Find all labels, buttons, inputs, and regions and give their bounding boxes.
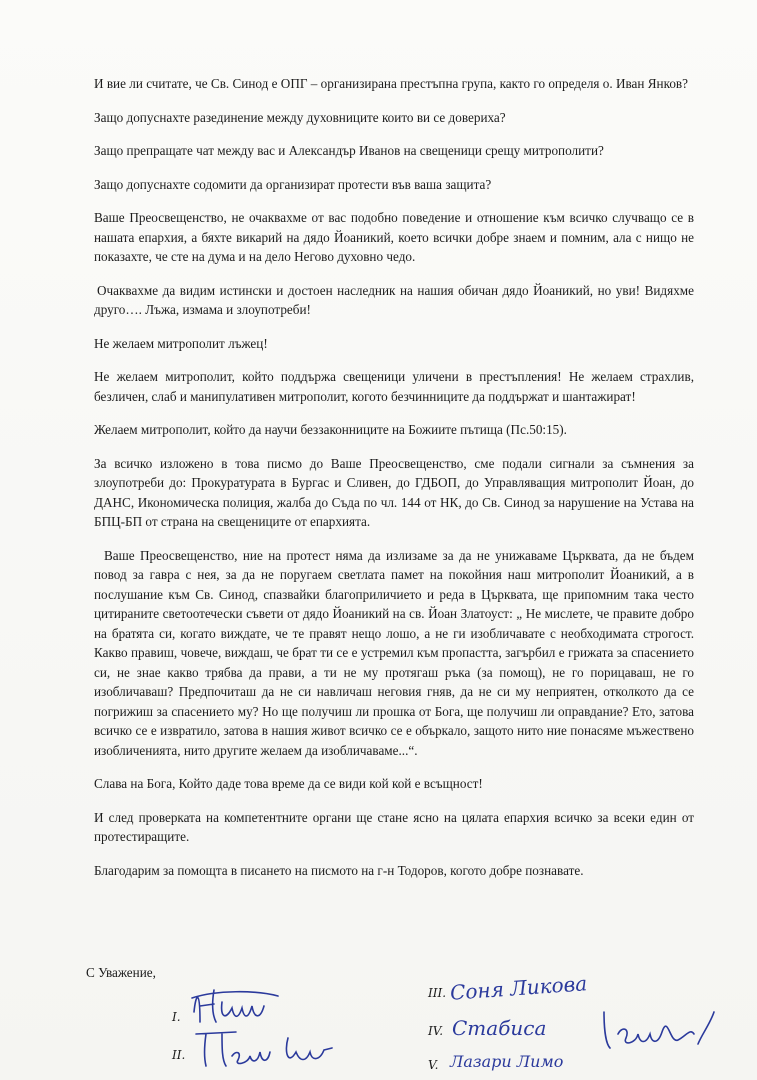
closing-salutation: С Уважение, xyxy=(86,965,156,980)
paragraph-1: И вие ли считате, че Св. Синод е ОПГ – организирана престъпна група, както го определя о. Иван Янков? xyxy=(94,76,689,91)
paragraph-8: Не желаем митрополит, който поддържа свещеници уличени в престъпления! Не желаем страхлив, безличен, слаб и манипулативен митрополит, когото безчинниците да поддържат и шантажират! xyxy=(94,369,694,404)
paragraph-13: И след проверката на компетентните органи ще стане ясно на цялата епархия всичко за всеки един от протестиращите. xyxy=(94,809,694,844)
paragraph-5: Ваше Преосвещенство, не очаквахме от вас подобно поведение и отношение към всичко случващо се в нашата епархия, а бяхте викарий на дядо Йоаникий, което всички добре знаем и помним, ала с нищо не показахте, че сте на дума и на дело Негово духовно чедо. xyxy=(94,210,694,264)
paragraph-6: Очаквахме да видим истински и достоен наследник на нашия обичан дядо Йоаникий, но уви! Видяхме друго…. Лъжа, измама и злоупотреби! xyxy=(94,282,694,317)
signature-number: IV. xyxy=(428,1024,444,1038)
handwritten-signature-image xyxy=(186,982,286,1032)
paragraph-10: За всичко изложено в това писмо до Ваше Преосвещенство, сме подали сигнали за съмнения за злоупотреби до: Прокуратурата в Бургас и Сливен, до ГДБОП, до Управляващия митрополит Йоан, до ДАНС, Икономическа полиция, жалба до Съда по чл. 144 от НК, до Св. Синод за нарушение на Устава на БПЦ-БП от страна на свещениците от епархията. xyxy=(94,455,694,529)
paragraph-12: Слава на Бога, Който даде това време да се види кой кой е всъщност! xyxy=(94,776,483,791)
paragraph-4: Защо допуснахте содомити да организират протести във ваша защита? xyxy=(94,176,492,192)
signature-number: I. xyxy=(172,1010,181,1024)
handwritten-signature-text: Лазари Лимо xyxy=(450,1052,564,1071)
paragraph-11: Ваше Преосвещенство, ние на протест няма да излизаме за да не унижаваме Църквата, да не бъдем повод за гавра с нея, за да не поругаем светлата памет на покойния наш митрополит Йоаникий, а в послушание към Св. Синод, спазвайки благоприличието и реда в Църквата, ще припомним така често цитираните светоотечески съвети от дядо Йоаникий на св. Йоан Златоуст: „ Не мислете, че правите добро на братята си, когато виждате, че те правят нещо лошо, а не ги изобличавате с необходимата строгост. Какво правиш, човече, виждаш, че брат ти се е устремил към пропастта, загърбил е грижата за спасението си, не знае какво трябва да прави, а ти не му протягаш ръка (за помощ), не го порицаваш, не го изобличаваш? Предпочиташ да не си навличаш неговия гняв, да не си му неприятен, отколкото да се погрижиш за спасението му? Но ще получиш ли прошка от Бога, ще получиш ли оправдание? Ето, затова всичко се е извратило, затова в нашия живот всичко се е объркало, защото нито ние понасяме мъжествено изобличенията, нито другите желаем да изобличаваме...“. xyxy=(94,547,694,758)
paragraph-3: Защо препращате чат между вас и Александър Иванов на свещеници срещу митрополити? xyxy=(94,143,604,158)
paragraph-9: Желаем митрополит, който да научи беззаконниците на Божиите пътища (Пс.50:15). xyxy=(94,422,567,437)
signature-number: II. xyxy=(172,1048,186,1062)
handwritten-flourish-image xyxy=(598,1004,728,1054)
paragraph-2: Защо допуснахте разединение между духовниците които ви се довериха? xyxy=(94,109,506,125)
handwritten-signature-image xyxy=(192,1028,352,1068)
signature-number: III. xyxy=(428,986,447,1000)
paragraph-7: Не желаем митрополит лъжец! xyxy=(94,335,268,351)
handwritten-signature-text: Стабиса xyxy=(452,1016,547,1040)
letter-body xyxy=(94,74,694,892)
signature-number: V. xyxy=(428,1058,439,1072)
handwritten-signature-text: Соня Ликова xyxy=(449,971,588,1005)
paragraph-14: Благодарим за помощта в писането на писмото на г-н Тодоров, когото добре познавате. xyxy=(94,862,584,878)
